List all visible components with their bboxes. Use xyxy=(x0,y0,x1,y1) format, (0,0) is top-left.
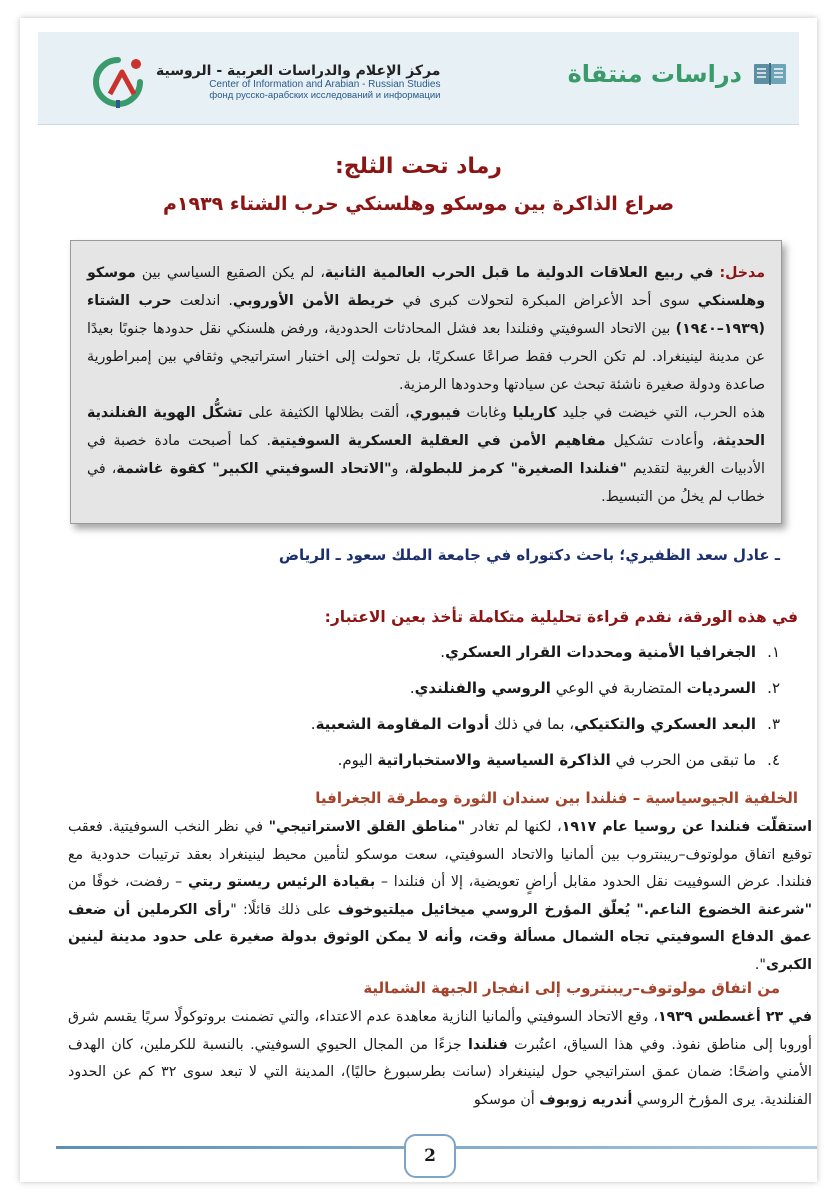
list-bold: البعد العسكري والتكتيكي xyxy=(574,715,756,733)
org-name-english: Center of Information and Arabian - Russian Studies xyxy=(209,79,441,90)
intro-bold: في ربيع العلاقات الدولية ما قبل الحرب العالمية الثانية xyxy=(324,265,714,281)
list-text: . xyxy=(440,643,446,661)
intro-text: . كما أصبحت مادة خصبة في الأدبيات الغربية لتقديم xyxy=(87,433,765,477)
logo-mark xyxy=(88,54,148,110)
intro-bold: تشكُّل الهوية الفنلندية الحديثة xyxy=(87,405,765,449)
org-names xyxy=(156,63,440,101)
para-bold: "مناطق القلق الاستراتيجي" xyxy=(268,819,466,835)
list-bold: الذاكرة السياسية والاستخباراتية xyxy=(377,751,611,769)
intro-bold: موسكو وهلسنكي xyxy=(87,265,766,309)
intro-text: ، وأعادت تشكيل xyxy=(605,433,717,449)
page xyxy=(20,18,817,1182)
list-number: ١. xyxy=(767,643,780,661)
list-number: ٣. xyxy=(767,715,780,733)
org-name-russian: фонд русско-арабских исследований и информации xyxy=(209,90,441,101)
section-paragraph-geopolitics xyxy=(68,814,812,979)
org-name-arabic: مركز الإعلام والدراسات العربية - الروسية xyxy=(156,63,441,79)
intro-text: بين الاتحاد السوفيتي وفنلندا بعد فشل المحادثات الحدودية، ورفض هلسنكي نقل حدودها جنوبًا بعيدًا عن مدينة لينينغراد. لم تكن الحرب فقط صراعًا عسكريًا، بل تحولت إلى اختبار استراتيجي وثقافي بين إمبراطورية صاعدة ودولة صغيرة ناشئة تبحث عن سيادتها وحدودها الرمزية. xyxy=(87,321,765,393)
intro-text: ، و xyxy=(391,461,410,477)
intro-text: ، في خطاب لم يخلُ من التبسيط. xyxy=(87,461,765,505)
book-icon xyxy=(752,59,788,89)
para-bold: استقلّت فنلندا عن روسيا عام ١٩١٧ xyxy=(561,819,812,835)
list-item xyxy=(80,640,780,676)
page-number: 2 xyxy=(404,1134,456,1178)
list-text: . xyxy=(310,715,316,733)
intro-lead: مدخل: xyxy=(719,265,765,281)
intro-text: ، ألقت بظلالها الكثيفة على xyxy=(242,405,410,421)
intro-paragraph-1 xyxy=(87,259,765,399)
intro-bold: "الاتحاد السوفيتي الكبير" كقوة غاشمة xyxy=(116,461,392,477)
para-bold: فنلندا xyxy=(468,1036,508,1053)
list-bold: الروسي والفنلندي xyxy=(414,679,551,697)
series-title: دراسات منتقاة xyxy=(567,60,742,88)
list-text: ، بما في ذلك xyxy=(489,715,575,733)
para-text: أن موسكو xyxy=(473,1091,540,1108)
para-bold: "شرعنة الخضوع الناعم." xyxy=(636,901,812,918)
page-header xyxy=(38,32,799,125)
para-text: ". xyxy=(754,956,766,973)
intro-bold: خريطة الأمن الأوروبي xyxy=(232,293,395,309)
para-bold: أندريه زوبوف xyxy=(539,1091,633,1108)
section-paragraph-pact xyxy=(68,1004,812,1114)
intro-bold: كاريليا xyxy=(512,405,557,421)
topics-list xyxy=(80,640,780,784)
para-text: على ذلك قائلًا: " xyxy=(230,901,338,918)
list-number: ٤. xyxy=(767,751,780,769)
para-text: ، وقع الاتحاد السوفيتي وألمانيا النازية معاهدة عدم الاعتداء، والتي تضمنت بروتوكولًا سريًا يقسم شرق أوروبا إلى مناطق نفوذ. وفي هذا السياق، اعتُبرت xyxy=(68,1009,813,1053)
intro-text: . اندلعت xyxy=(171,293,233,309)
list-text: ما تبقى من الحرب في xyxy=(610,751,756,769)
para-text: جزءًا من المجال الحيوي السوفيتي. بالنسبة للكرملين، كان الهدف الأمني واضحًا: ضمان عمق استراتيجي حول لينينغراد (سانت بطرسبورغ حاليًا)، المدينة التي لا تبعد سوى ٣٢ كم عن الحدود الفنلندية. يرى المؤرخ الروسي xyxy=(68,1036,813,1108)
section-heading-geopolitics: الخلفية الجيوسياسية – فنلندا بين سندان الثورة ومطرقة الجغرافيا xyxy=(315,789,798,807)
para-text: – رفضت، خوفًا من xyxy=(68,874,188,890)
list-bold: أدوات المقاومة الشعبية xyxy=(315,715,490,733)
intro-bold: حرب الشتاء (١٩٣٩–١٩٤٠) xyxy=(87,293,765,337)
intro-bold: "فنلندا الصغيرة" كرمز للبطولة xyxy=(409,461,627,477)
intro-bold: فيبوري xyxy=(409,405,461,421)
paper-intro: في هذه الورقة، نقدم قراءة تحليلية متكاملة تأخذ بعين الاعتبار: xyxy=(324,608,798,626)
series-label xyxy=(538,54,788,94)
list-bold: الجغرافيا الأمنية ومحددات القرار العسكري xyxy=(445,643,756,661)
org-branding xyxy=(88,50,441,114)
para-bold: يُعلّق المؤرخ الروسي ميخائيل ميلتيوخوف xyxy=(337,901,631,918)
intro-box xyxy=(70,240,782,524)
list-number: ٢. xyxy=(767,679,780,697)
intro-text: سوى أحد الأعراض المبكرة لتحولات كبرى في xyxy=(394,293,698,309)
intro-text: ، لم يكن الصقيع السياسي بين xyxy=(135,265,325,281)
intro-text: وغابات xyxy=(460,405,513,421)
para-text: ، لكنها لم تغادر xyxy=(465,819,562,835)
para-text: في نظر النخب السوفيتية. فعقب توقيع اتفاق مولوتوف–ريبنتروب بين ألمانيا والاتحاد السوفيتي، سعت موسكو لتأمين محيط لينينغراد بعقد ترتيبات حدودية مع فنلندا. عرض السوفييت نقل الحدود مقابل أراضٍ تعويضية، إلا أن فنلندا – xyxy=(68,819,812,890)
list-text: المتضاربة في الوعي xyxy=(550,679,687,697)
list-bold: السرديات xyxy=(686,679,756,697)
para-bold: في ٢٣ أغسطس ١٩٣٩ xyxy=(658,1009,813,1025)
intro-paragraph-2 xyxy=(87,399,765,511)
page-subtitle: صراع الذاكرة بين موسكو وهلسنكي حرب الشتاء ١٩٣٩م xyxy=(162,193,675,215)
author-line: ـ عادل سعد الظفيري؛ باحث دكتوراه في جامعة الملك سعود ـ الرياض xyxy=(278,546,780,564)
para-bold: رأى الكرملين أن ضعف عمق الدفاع السوفيتي تجاه الشمال مسألة وقت، وأنه لا يمكن الوثوق بدولة صغيرة على حدود مدينة لينين الكبرى xyxy=(68,901,812,973)
list-text: . xyxy=(409,679,415,697)
list-item xyxy=(80,712,780,748)
section-heading-pact: من اتفاق مولوتوف–ريبنتروب إلى انفجار الجبهة الشمالية xyxy=(363,979,780,997)
intro-bold: مفاهيم الأمن في العقلية العسكرية السوفيتية xyxy=(271,433,606,449)
intro-text: هذه الحرب، التي خيضت في جليد xyxy=(556,405,765,421)
list-text: اليوم. xyxy=(337,751,378,769)
list-item xyxy=(80,748,780,784)
page-title: رماد تحت الثلج: xyxy=(335,154,502,179)
list-item xyxy=(80,676,780,712)
para-bold: بقيادة الرئيس ريستو ريتي xyxy=(188,874,376,890)
